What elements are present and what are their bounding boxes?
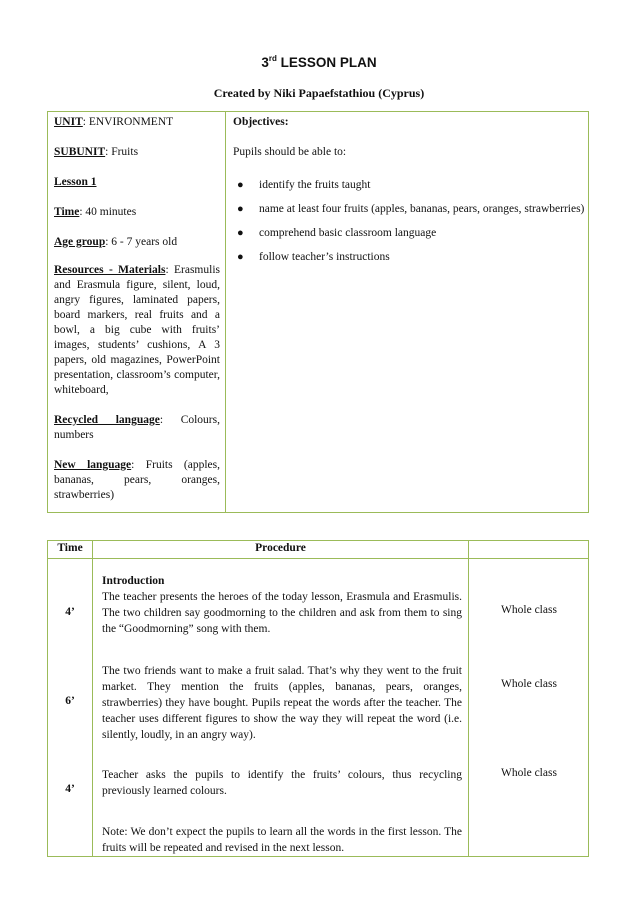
- bullet-icon: ●: [237, 203, 244, 215]
- column-divider: [92, 541, 93, 856]
- row-grouping: Whole class: [501, 767, 557, 779]
- bullet-icon: ●: [237, 179, 244, 191]
- column-divider: [468, 541, 469, 856]
- step-heading: Introduction: [102, 575, 165, 587]
- row-grouping: Whole class: [501, 604, 557, 616]
- lesson-line: Lesson 1: [54, 176, 97, 188]
- bullet-icon: ●: [237, 227, 244, 239]
- objective-item: ● name at least four fruits (apples, bananas, pears, oranges, strawberries): [233, 198, 585, 220]
- objective-item: ● follow teacher’s instructions: [233, 246, 585, 268]
- step-text: The two friends want to make a fruit salad. That’s why they went to the fruit market. They mention the fruits (apples, bananas, pears, oranges, strawberries) they have bought. Pupils repeat the words after the teacher. The teacher uses different figures to show the way they will repeat the word (i.e. silently, loudly, in an angry way).: [102, 665, 462, 741]
- objective-item: ● identify the fruits taught: [233, 174, 585, 196]
- objectives-title: Objectives:: [233, 116, 289, 128]
- header-procedure: Procedure: [255, 542, 306, 554]
- column-divider: [225, 112, 226, 512]
- new-language-block: New language: Fruits (apples, bananas, pears, oranges, strawberries): [54, 459, 220, 501]
- table-header-row: [48, 541, 588, 559]
- page-title: 3rd LESSON PLAN: [261, 54, 377, 70]
- step-text: Teacher asks the pupils to identify the fruits’ colours, thus recycling previously learned colours.: [102, 769, 462, 797]
- row-time: 6’: [65, 695, 75, 707]
- procedure-step: [102, 573, 462, 637]
- unit-line: UNIT: ENVIRONMENT: [54, 116, 174, 128]
- row-grouping: Whole class: [501, 678, 557, 690]
- age-group-line: Age group: 6 - 7 years old: [54, 236, 178, 248]
- bullet-icon: ●: [237, 251, 244, 263]
- time-line: Time: 40 minutes: [54, 206, 137, 218]
- row-time: 4’: [65, 606, 75, 618]
- procedure-step: [102, 663, 462, 743]
- page-subtitle: Created by Niki Papaefstathiou (Cyprus): [213, 86, 425, 100]
- procedure-note: Note: We don’t expect the pupils to learn all the words in the first lesson. The fruits will be repeated and revised in the next lesson.: [102, 826, 462, 854]
- resources-block: Resources - Materials: Erasmulis and Erasmula figure, silent, loud, angry figures, laminated papers, board markers, real fruits and a bowl, a big cube with fruits’ images, students’ cushions, A 3 papers, old magazines, PowerPoint presentation, classroom’s computer, whiteboard,: [54, 264, 220, 396]
- lesson-info-table: [47, 111, 589, 513]
- objectives: [233, 115, 585, 268]
- row-time: 4’: [65, 783, 75, 795]
- procedure-step: [102, 767, 462, 799]
- lesson-details: [54, 115, 220, 503]
- objectives-list: [233, 174, 585, 268]
- procedure-table: [47, 540, 589, 857]
- recycled-language-block: Recycled language: Colours, numbers: [54, 414, 220, 441]
- objective-item: ● comprehend basic classroom language: [233, 222, 585, 244]
- objectives-intro: Pupils should be able to:: [233, 146, 347, 158]
- header-time: Time: [57, 542, 83, 554]
- subunit-line: SUBUNIT: Fruits: [54, 146, 139, 158]
- step-text: The teacher presents the heroes of the today lesson, Erasmula and Erasmulis. The two children say goodmorning to the children and ask from them to sing the “Goodmorning” song with them.: [102, 591, 462, 635]
